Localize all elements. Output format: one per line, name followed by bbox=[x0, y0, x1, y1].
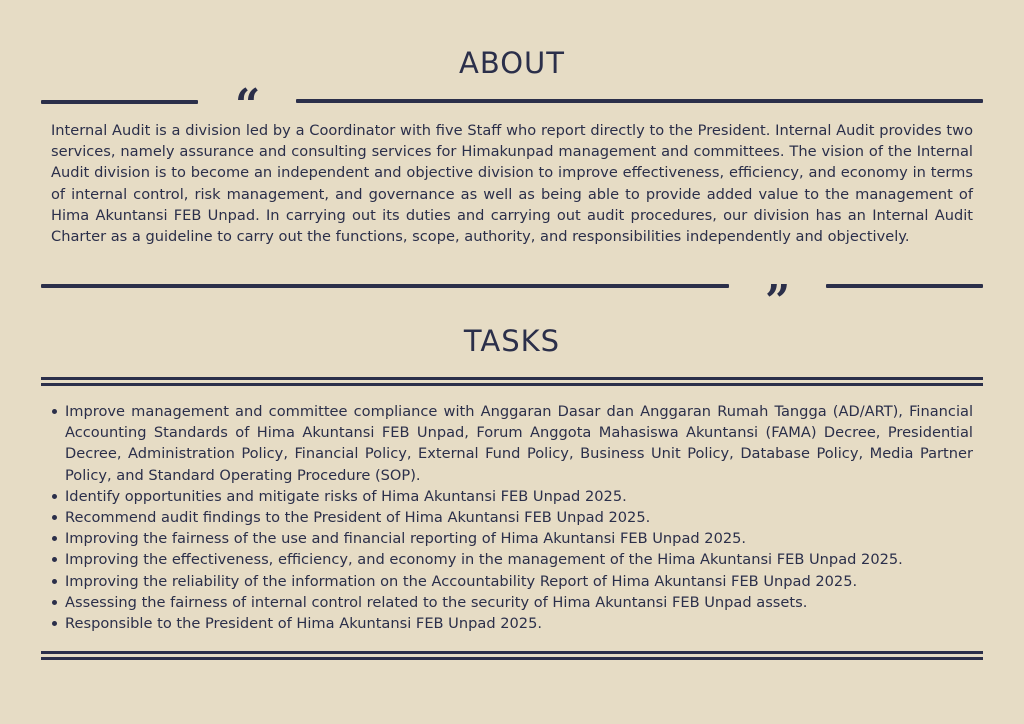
task-item: Improving the reliability of the information on the Accountability Report of Hima Akuntansi FEB Unpad 2025. bbox=[65, 571, 973, 592]
about-bottom-rule-right bbox=[826, 284, 983, 288]
close-quote-icon: ” bbox=[765, 276, 791, 327]
tasks-bottom-double-rule-b bbox=[41, 657, 983, 660]
about-heading: ABOUT bbox=[459, 46, 565, 80]
about-top-rule-left bbox=[41, 100, 198, 104]
tasks-list bbox=[65, 401, 973, 634]
open-quote-icon: “ bbox=[235, 80, 261, 131]
task-item: Identify opportunities and mitigate risks of Hima Akuntansi FEB Unpad 2025. bbox=[65, 486, 973, 507]
task-item: Assessing the fairness of internal control related to the security of Hima Akuntansi FEB Unpad assets. bbox=[65, 592, 973, 613]
about-top-rule-right bbox=[296, 99, 983, 103]
tasks-heading: TASKS bbox=[463, 324, 561, 358]
about-bottom-rule-left bbox=[41, 284, 729, 288]
tasks-bottom-double-rule-a bbox=[41, 651, 983, 654]
task-item: Recommend audit findings to the President of Hima Akuntansi FEB Unpad 2025. bbox=[65, 507, 973, 528]
tasks-top-double-rule-a bbox=[41, 377, 983, 380]
task-item: Improve management and committee compliance with Anggaran Dasar dan Anggaran Rumah Tangga (AD/ART), Financial Accounting Standards of Hima Akuntansi FEB Unpad, Forum Anggota Mahasiswa Akuntansi (FAMA) Decree, Presidential Decree, Administration Policy, Financial Policy, External Fund Policy, Business Unit Policy, Database Policy, Media Partner Policy, and Standard Operating Procedure (SOP). bbox=[65, 401, 973, 486]
task-item: Improving the fairness of the use and financial reporting of Hima Akuntansi FEB Unpad 2025. bbox=[65, 528, 973, 549]
task-item: Improving the effectiveness, efficiency, and economy in the management of the Hima Akuntansi FEB Unpad 2025. bbox=[65, 549, 973, 570]
tasks-top-double-rule-b bbox=[41, 383, 983, 386]
about-paragraph: Internal Audit is a division led by a Coordinator with five Staff who report directly to the President. Internal Audit provides two services, namely assurance and consulting services for Himakunpad management and committees. The vision of the Internal Audit division is to become an independent and objective division to improve effectiveness, efficiency, and economy in terms of internal control, risk management, and governance as well as being able to provide added value to the management of Hima Akuntansi FEB Unpad. In carrying out its duties and carrying out audit procedures, our division has an Internal Audit Charter as a guideline to carry out the functions, scope, authority, and responsibilities independently and objectively. bbox=[51, 122, 973, 246]
task-item: Responsible to the President of Hima Akuntansi FEB Unpad 2025. bbox=[65, 613, 973, 634]
